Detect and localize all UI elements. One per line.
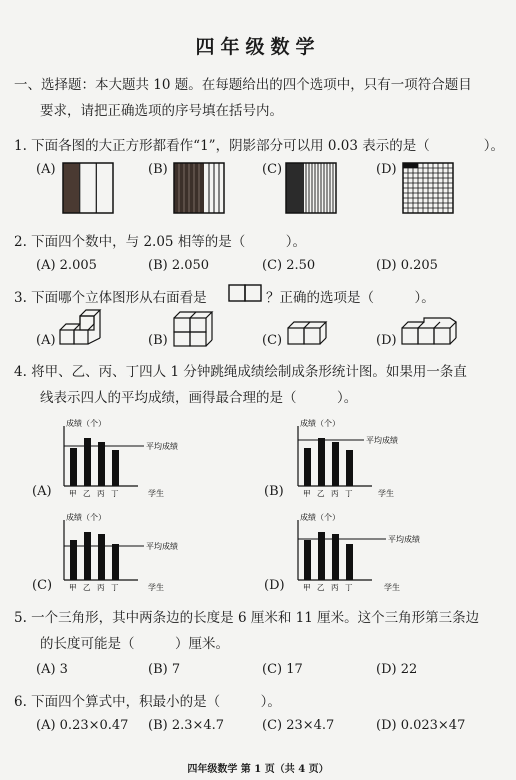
q1-option-b-label: (B) [148, 162, 168, 177]
chart-d-cat-1: 甲 [303, 583, 311, 592]
question-3-text-a: 3. 下面哪个立体图形从右面看是 [14, 290, 207, 306]
q1-option-c-label: (C) [262, 162, 283, 177]
chart-a-xlabel: 学生 [148, 489, 164, 498]
chart-b-cat-4: 丁 [345, 489, 353, 498]
right-view-icon [228, 284, 262, 302]
q3-option-b-label: (B) [148, 333, 168, 348]
q2-option-a: (A) 2.005 [36, 258, 97, 273]
chart-b-xlabel: 学生 [378, 489, 394, 498]
chart-a-bar-2 [84, 438, 91, 486]
chart-b-bar-3 [332, 442, 339, 486]
q1-option-d-label: (D) [376, 162, 397, 177]
q5-option-b: (B) 7 [148, 662, 181, 677]
chart-c-bar-3 [98, 534, 105, 580]
question-4-text-1: 4. 将甲、乙、丙、丁四人 1 分钟跳绳成绩绘制成条形统计图。如果用一条直 [14, 364, 467, 380]
question-5-text-2: 的长度可能是（ ）厘米。 [40, 636, 229, 652]
q4-chart-a [52, 418, 202, 500]
chart-d-avg-label: 平均成绩 [388, 535, 420, 544]
chart-c-xlabel: 学生 [148, 583, 164, 592]
q2-option-b: (B) 2.050 [148, 258, 210, 273]
q6-option-d: (D) 0.023×47 [376, 718, 466, 733]
page-title: 四年级数学 [195, 36, 321, 58]
chart-d-cat-2: 乙 [317, 583, 325, 592]
chart-d-cat-4: 丁 [345, 583, 353, 592]
q4-option-c-label: (C) [32, 578, 53, 593]
chart-a-ylabel: 成绩（个） [66, 419, 106, 428]
q2-option-c: (C) 2.50 [262, 258, 316, 273]
chart-c-avg-label: 平均成绩 [146, 542, 178, 551]
chart-a-bar-1 [70, 448, 77, 486]
chart-a-bar-3 [98, 442, 105, 486]
chart-c-cat-1: 甲 [69, 583, 77, 592]
chart-c-ylabel: 成绩（个） [66, 513, 106, 522]
chart-c-cat-4: 丁 [111, 583, 119, 592]
chart-a-avg-label: 平均成绩 [146, 442, 178, 451]
chart-a-cat-1: 甲 [69, 489, 77, 498]
question-5-text-1: 5. 一个三角形，其中两条边的长度是 6 厘米和 11 厘米。这个三角形第三条边 [14, 610, 480, 626]
q2-option-d: (D) 0.205 [376, 258, 438, 273]
q4-chart-c [52, 512, 202, 594]
chart-c-bar-2 [84, 532, 91, 580]
question-3-text-b: ？正确的选项是（ ）。 [266, 290, 435, 306]
question-1-text: 1. 下面各图的大正方形都看作“1”，阴影部分可以用 0.03 表示的是（ ）。 [14, 138, 504, 154]
q5-option-d: (D) 22 [376, 662, 418, 677]
q4-option-d-label: (D) [264, 578, 285, 593]
chart-a-cat-3: 丙 [97, 489, 105, 498]
q6-option-a: (A) 0.23×0.47 [36, 718, 129, 733]
chart-d-ylabel: 成绩（个） [300, 513, 340, 522]
chart-b-cat-2: 乙 [317, 489, 325, 498]
q3-option-a-label: (A) [36, 333, 56, 348]
chart-b-bar-4 [346, 450, 353, 486]
chart-d-bar-3 [332, 534, 339, 580]
q6-option-b: (B) 2.3×4.7 [148, 718, 225, 733]
chart-c-cat-2: 乙 [83, 583, 91, 592]
q4-chart-b [286, 418, 436, 500]
q1-figure-d [402, 162, 454, 214]
question-2-text: 2. 下面四个数中，与 2.05 相等的是（ ）。 [14, 234, 307, 250]
chart-b-bar-2 [318, 438, 325, 486]
q4-chart-d [286, 512, 436, 594]
chart-b-cat-3: 丙 [331, 489, 339, 498]
q1-figure-b [173, 162, 225, 214]
q5-option-c: (C) 17 [262, 662, 303, 677]
q6-option-c: (C) 23×4.7 [262, 718, 335, 733]
chart-c-bar-4 [112, 544, 119, 580]
chart-c-cat-3: 丙 [97, 583, 105, 592]
q4-option-b-label: (B) [264, 484, 284, 499]
chart-d-cat-3: 丙 [331, 583, 339, 592]
chart-d-xlabel: 学生 [384, 583, 400, 592]
chart-b-ylabel: 成绩（个） [300, 419, 340, 428]
q4-option-a-label: (A) [32, 484, 52, 499]
question-6-text: 6. 下面四个算式中，积最小的是（ ）。 [14, 694, 281, 710]
q1-figure-a [62, 162, 114, 214]
q3-cube-figure-b [172, 306, 216, 348]
q3-cube-figure-c [286, 318, 330, 348]
chart-d-bar-1 [304, 540, 311, 580]
chart-d-bar-4 [346, 544, 353, 580]
section-heading-cont: 要求，请把正确选项的序号填在括号内。 [40, 103, 283, 119]
q1-option-a-label: (A) [36, 162, 56, 177]
q3-option-d-label: (D) [376, 333, 397, 348]
page-footer: 四年级数学 第 1 页（共 4 页） [187, 764, 329, 775]
chart-a-cat-4: 丁 [111, 489, 119, 498]
chart-a-cat-2: 乙 [83, 489, 91, 498]
chart-b-bar-1 [304, 448, 311, 486]
question-4-text-2: 线表示四人的平均成绩，画得最合理的是（ ）。 [40, 390, 358, 406]
q3-cube-figure-d [400, 316, 460, 348]
chart-b-avg-label: 平均成绩 [366, 436, 398, 445]
section-heading: 一、选择题：本大题共 10 题。在每题给出的四个选项中，只有一项符合题目 [14, 77, 472, 93]
q3-option-c-label: (C) [262, 333, 283, 348]
chart-a-bar-4 [112, 450, 119, 486]
q1-figure-c [285, 162, 337, 214]
chart-b-cat-1: 甲 [303, 489, 311, 498]
q5-option-a: (A) 3 [36, 662, 68, 677]
q3-cube-figure-a [58, 306, 106, 348]
